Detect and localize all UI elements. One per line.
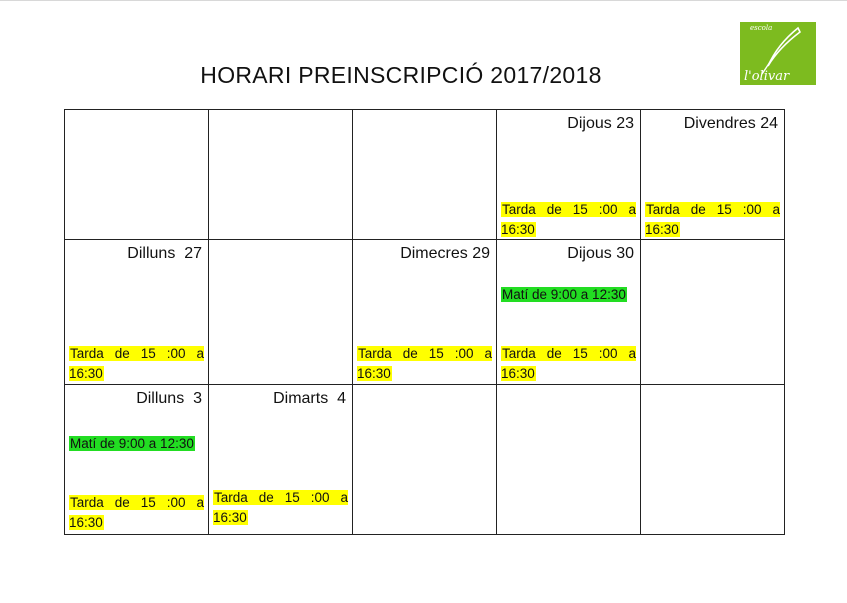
cell-empty <box>497 385 641 535</box>
cell-empty <box>353 110 497 240</box>
quill-logo-icon <box>740 22 816 85</box>
day-label: Dijous 30 <box>567 245 634 262</box>
cell-dilluns-3 <box>65 385 209 535</box>
day-label: Divendres 24 <box>683 115 778 132</box>
cell-empty <box>353 385 497 535</box>
day-label: Dimarts 4 <box>273 390 346 407</box>
cell-dimarts-4 <box>209 385 353 535</box>
cell-empty <box>209 240 353 385</box>
afternoon-slot: Tarda de 15 :00 a 16:30 <box>357 346 492 381</box>
day-label: Dimecres 29 <box>400 245 490 262</box>
schedule-table <box>64 109 785 535</box>
cell-empty <box>65 110 209 240</box>
morning-slot: Matí de 9:00 a 12:30 <box>502 287 626 302</box>
afternoon-slot: Tarda de 15 :00 a 16:30 <box>501 202 636 237</box>
day-label: Dijous 23 <box>567 115 634 132</box>
svg-text:l'olivar: l'olivar <box>744 69 790 84</box>
afternoon-slot: Tarda de 15 :00 a 16:30 <box>69 346 204 381</box>
afternoon-slot: Tarda de 15 :00 a 16:30 <box>501 346 636 381</box>
afternoon-slot: Tarda de 15 :00 a 16:30 <box>213 490 348 525</box>
cell-dijous-30 <box>497 240 641 385</box>
school-logo <box>740 22 816 85</box>
page-title: HORARI PREINSCRIPCIÓ 2017/2018 <box>200 62 602 88</box>
cell-empty <box>641 240 785 385</box>
afternoon-slot: Tarda de 15 :00 a 16:30 <box>69 495 204 530</box>
cell-empty <box>209 110 353 240</box>
cell-empty <box>641 385 785 535</box>
cell-dijous-23 <box>497 110 641 240</box>
day-label: Dilluns 27 <box>127 245 202 262</box>
cell-divendres-24 <box>641 110 785 240</box>
day-label: Dilluns 3 <box>136 390 202 407</box>
cell-dimecres-29 <box>353 240 497 385</box>
morning-slot: Matí de 9:00 a 12:30 <box>70 436 194 451</box>
svg-text:escola: escola <box>750 24 773 32</box>
afternoon-slot: Tarda de 15 :00 a 16:30 <box>645 202 780 237</box>
top-border-line <box>0 0 847 1</box>
cell-dilluns-27 <box>65 240 209 385</box>
